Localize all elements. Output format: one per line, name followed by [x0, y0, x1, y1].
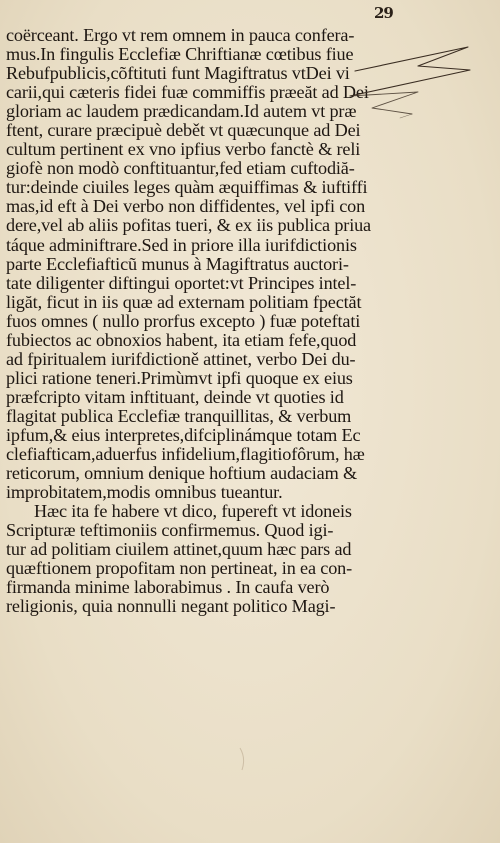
text-line-2: mus.In fingulis Ecclefiæ Chriftianæ cœtibus fiue	[6, 44, 354, 65]
text-line-17: fubiectos ac obnoxios habent, ita etiam fefe,quod	[6, 329, 357, 350]
text-line-27: Scripturæ teftimoniis confirmemus. Quod igi-	[6, 520, 334, 541]
text-line-3: Rebufpublicis,cõftituti funt Magiftratus vtDei vi	[6, 63, 350, 84]
text-line-5: gloriam ac laudem prædicandam.Id autem vt præ	[6, 101, 357, 122]
body-text	[6, 26, 404, 616]
text-line-11: dere,vel ab aliis pofitas tueri, & ex iis publica priua	[6, 215, 371, 236]
page-number: 29	[374, 4, 393, 22]
text-line-14: tate diligenter diftingui oportet:vt Principes intel-	[6, 272, 357, 293]
text-line-25: improbitatem,modis omnibus tueantur.	[6, 482, 283, 503]
text-line-18: ad fpiritualem iurifdictioně attinet, verbo Dei du-	[6, 348, 356, 369]
text-line-6: ftent, curare præcipuè debět vt quæcunque ad Dei	[6, 120, 361, 141]
text-line-7: cultum pertinent ex vno ipfius verbo fanctè & reli	[6, 139, 361, 160]
text-line-23: clefiafticam,aduerfus infidelium,flagitiofôrum, hæ	[6, 444, 365, 465]
text-line-20: præfcripto vitam inftituant, deinde vt quoties id	[6, 386, 344, 407]
faint-bleed-mark	[240, 748, 244, 770]
text-line-19: plici ratione teneri.Primùmvt ipfi quoque ex eius	[6, 367, 353, 388]
text-line-26: Hæc ita fe habere vt dico, fupereft vt idoneis	[34, 501, 352, 522]
text-line-30: firmanda minime laborabimus . In caufa verò	[6, 577, 330, 598]
text-line-28: tur ad politiam ciuilem attinet,quum hæc pars ad	[6, 539, 352, 560]
text-line-15: ligăt, ficut in iis quæ ad externam politiam fpectăt	[6, 291, 362, 312]
text-line-9: tur:deinde ciuiles leges quàm æquiffimas & iuftiffi	[6, 177, 368, 198]
text-line-1: coërceant. Ergo vt rem omnem in pauca confera-	[6, 25, 355, 45]
text-line-10: mas,id eft à Dei verbo non diffidentes, vel ipfi con	[6, 196, 366, 217]
text-line-16: fuos omnes ( nullo prorfus excepto ) fuæ poteftati	[6, 310, 361, 331]
text-line-24: reticorum, omnium denique hoftium audaciam &	[6, 463, 357, 484]
text-line-8: giofè non modò conftituantur,fed etiam cuftodiă-	[6, 158, 355, 179]
text-line-13: parte Ecclefiafticũ munus à Magiftratus auctori-	[6, 253, 349, 274]
text-line-22: ipfum,& eius interpretes,difciplinámque totam Ec	[6, 424, 361, 445]
text-line-31: religionis, quia nonnulli negant politico Magi-	[6, 596, 336, 617]
text-line-4: carii,qui cæteris fidei fuæ commiffis præeăt ad Dei	[6, 82, 369, 103]
text-line-21: flagitat publica Ecclefiæ tranquillitas, & verbum	[6, 405, 352, 426]
text-line-12: táque adminiftrare.Sed in priore illa iurifdictionis	[6, 234, 357, 255]
text-line-29: quæftionem propofitam non pertineat, in ea con-	[6, 558, 352, 579]
